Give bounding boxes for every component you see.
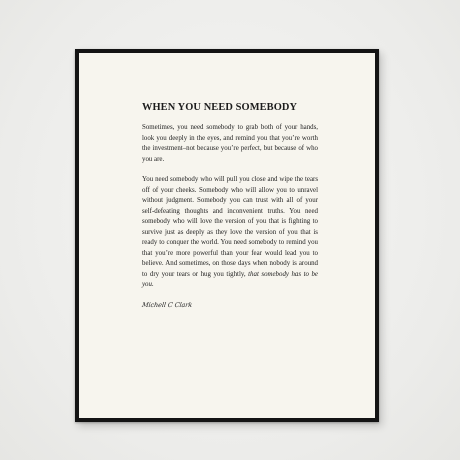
poster-paragraph-2 bbox=[142, 175, 318, 291]
paragraph-2-main-text: You need somebody who will pull you close and wipe the tears off of your cheeks. Somebody who will allow you to unravel without judgment. Somebody you can trust with all of your self-defeating thoughts and inconvenient truths. You need somebody who will love the version of you that is fighting to survive just as deeply as they love the version of you that is ready to conquer the world. You need somebody to remind you that you’re more powerful than your fear would lead you to believe. And sometimes, on those days when nobody is around to dry your tears or hug you tightly, bbox=[142, 176, 318, 278]
poster-paragraph-1: Sometimes, you need somebody to grab both of your hands, look you deeply in the eyes, and remind you that you’re worth the investment–not because you’re perfect, but because of who you are. bbox=[142, 124, 318, 163]
picture-frame bbox=[75, 49, 379, 422]
poster-title: WHEN YOU NEED SOMEBODY bbox=[142, 102, 298, 113]
paragraph-2-closing-text: that somebody has to be you. bbox=[142, 270, 318, 288]
author-signature: Michell C Clark bbox=[141, 300, 193, 309]
poster-content bbox=[142, 102, 318, 309]
poster-mat bbox=[79, 53, 375, 418]
